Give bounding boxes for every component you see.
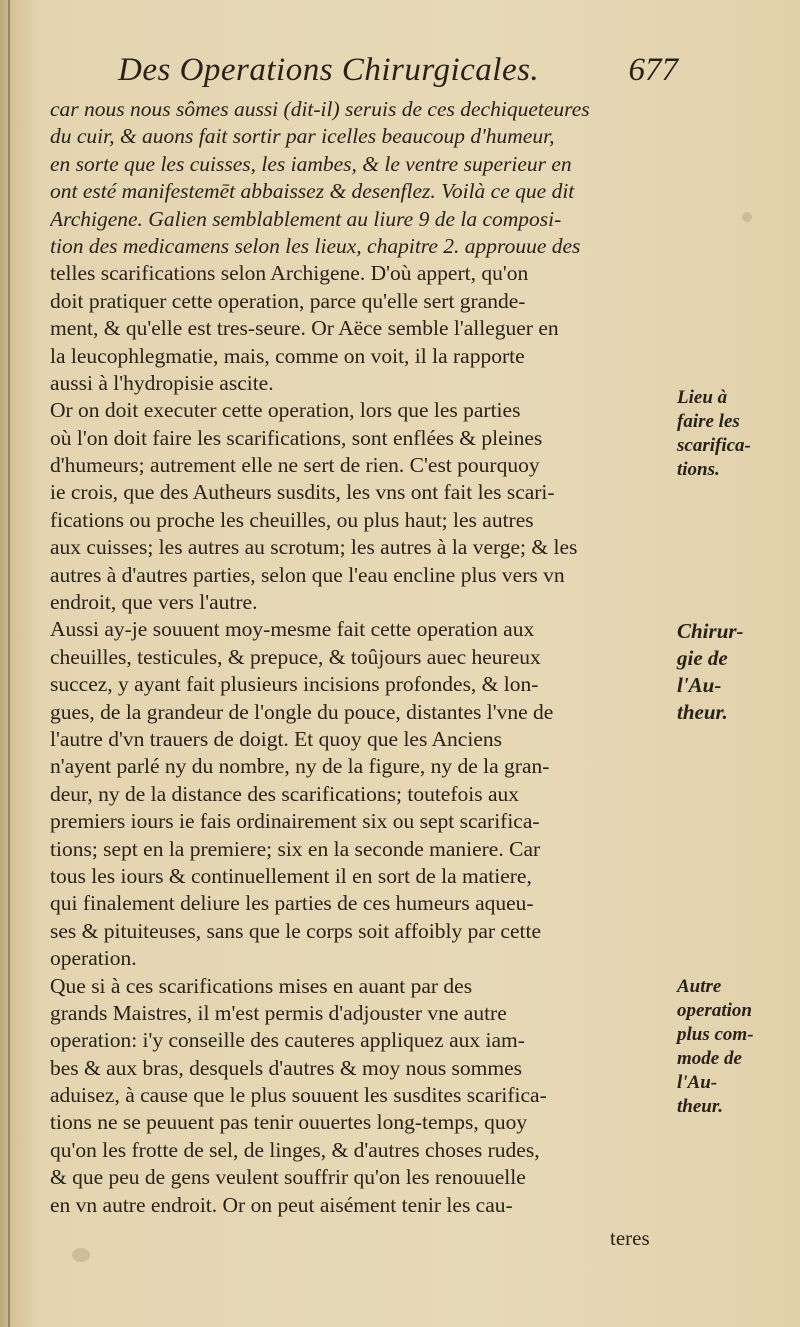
text-line: Que si à ces scarifications mises en auant par des — [50, 973, 473, 998]
text-line: aussi à l'hydropisie ascite. — [50, 370, 274, 395]
margin-note-line: l'Au- — [677, 1072, 718, 1093]
text-line: operation. — [50, 946, 137, 971]
margin-note-line: faire les — [677, 411, 740, 432]
text-line: tions ne se peuuent pas tenir ouuertes long-temps, quoy — [50, 1110, 528, 1135]
text-line: cheuilles, testicules, & prepuce, & toûjours auec heureux — [50, 644, 541, 669]
text-line: bes & aux bras, desquels d'autres & moy nous sommes — [50, 1055, 523, 1080]
text-line: ie crois, que des Autheurs susdits, les vns ont fait les scari- — [50, 480, 555, 505]
margin-note-line: mode de — [677, 1048, 742, 1069]
text-line: deur, ny de la distance des scarifications; toutefois aux — [50, 781, 520, 806]
text-line: tions; sept en la premiere; six en la seconde maniere. Car — [50, 836, 541, 861]
text-line: & que peu de gens veulent souffrir qu'on les renouuelle — [50, 1165, 526, 1190]
text-line: autres à d'autres parties, selon que l'eau encline plus vers vn — [50, 562, 565, 587]
margin-note-line: theur. — [677, 1096, 723, 1117]
text-line: qu'on les frotte de sel, de linges, & d'autres choses rudes, — [50, 1137, 540, 1162]
text-line: doit pratiquer cette operation, parce qu'elle sert grande- — [50, 288, 526, 313]
text-line: Archigene. Galien semblablement au liure 9 de la composi- — [50, 206, 562, 231]
margin-note-line: Autre — [677, 976, 722, 997]
text-line: premiers iours ie fais ordinairement six ou sept scarifica- — [50, 809, 540, 834]
text-line: du cuir, & auons fait sortir par icelles beaucoup d'humeur, — [50, 124, 555, 149]
ink-stain — [72, 1248, 90, 1262]
margin-note-line: scarifica- — [677, 435, 751, 456]
page-number: 677 — [628, 52, 678, 88]
catchword: teres — [610, 1226, 650, 1250]
text-line: ment, & qu'elle est tres-seure. Or Aëce semble l'alleguer en — [50, 316, 559, 341]
text-line: tion des medicamens selon les lieux, chapitre 2. approuue des — [50, 233, 581, 258]
text-line: endroit, que vers l'autre. — [50, 590, 258, 615]
ink-stain — [742, 212, 752, 222]
text-line: tous les iours & continuellement il en sort de la matiere, — [50, 863, 532, 888]
margin-note-line: Lieu à — [677, 387, 728, 408]
text-line: Or on doit executer cette operation, lors que les parties — [50, 398, 521, 423]
text-line: qui finalement deliure les parties de ces humeurs aqueu- — [50, 891, 534, 916]
text-line: la leucophlegmatie, mais, comme on voit, il la rapporte — [50, 343, 525, 368]
text-line: n'ayent parlé ny du nombre, ny de la figure, ny de la gran- — [50, 754, 550, 779]
margin-note-line: operation — [677, 1000, 752, 1021]
gutter-shadow — [8, 0, 10, 1327]
margin-note-lieu — [677, 386, 787, 482]
text-line: l'autre d'vn trauers de doigt. Et quoy que les Anciens — [50, 726, 502, 751]
margin-note-chirurgie — [677, 618, 787, 726]
text-line: gues, de la grandeur de l'ongle du pouce, distantes l'vne de — [50, 699, 554, 724]
text-line: succez, y ayant fait plusieurs incisions profondes, & lon- — [50, 672, 539, 697]
text-line: grands Maistres, il m'est permis d'adjouster vne autre — [50, 1000, 507, 1025]
running-title: Des Operations Chirurgicales. — [118, 52, 540, 88]
margin-note-line: tions. — [677, 459, 720, 480]
margin-note-line: gie de — [677, 646, 728, 670]
margin-note-autre-operation — [677, 975, 787, 1119]
text-line: car nous nous sômes aussi (dit-il) seruis de ces dechiqueteures — [50, 97, 590, 121]
text-line: operation: i'y conseille des cauteres appliquez aux iam- — [50, 1028, 525, 1053]
text-line: en sorte que les cuisses, les iambes, & le ventre superieur en — [50, 151, 572, 176]
text-line: aux cuisses; les autres au scrotum; les autres à la verge; & les — [50, 535, 578, 560]
margin-note-line: l'Au- — [677, 673, 722, 697]
margin-note-line: plus com- — [677, 1024, 754, 1045]
text-line: fications ou proche les cheuilles, ou plus haut; les autres — [50, 507, 534, 532]
text-line: d'humeurs; autrement elle ne sert de rien. C'est pourquoy — [50, 453, 540, 478]
running-header — [118, 52, 678, 92]
text-line: telles scarifications selon Archigene. D'où appert, qu'on — [50, 261, 529, 286]
margin-note-line: theur. — [677, 700, 728, 724]
text-line: Aussi ay-je souuent moy-mesme fait cette operation aux — [50, 617, 535, 642]
text-line: aduisez, à cause que le plus souuent les susdites scarifica- — [50, 1083, 547, 1108]
text-line: en vn autre endroit. Or on peut aisément tenir les cau- — [50, 1192, 513, 1217]
text-line: où l'on doit faire les scarifications, sont enflées & pleines — [50, 425, 543, 450]
margin-note-line: Chirur- — [677, 619, 744, 643]
text-line: ont esté manifestemēt abbaissez & desenflez. Voilà ce que dit — [50, 179, 575, 204]
text-line: ses & pituiteuses, sans que le corps soit affoibly par cette — [50, 918, 542, 943]
main-text-block — [50, 96, 656, 1219]
